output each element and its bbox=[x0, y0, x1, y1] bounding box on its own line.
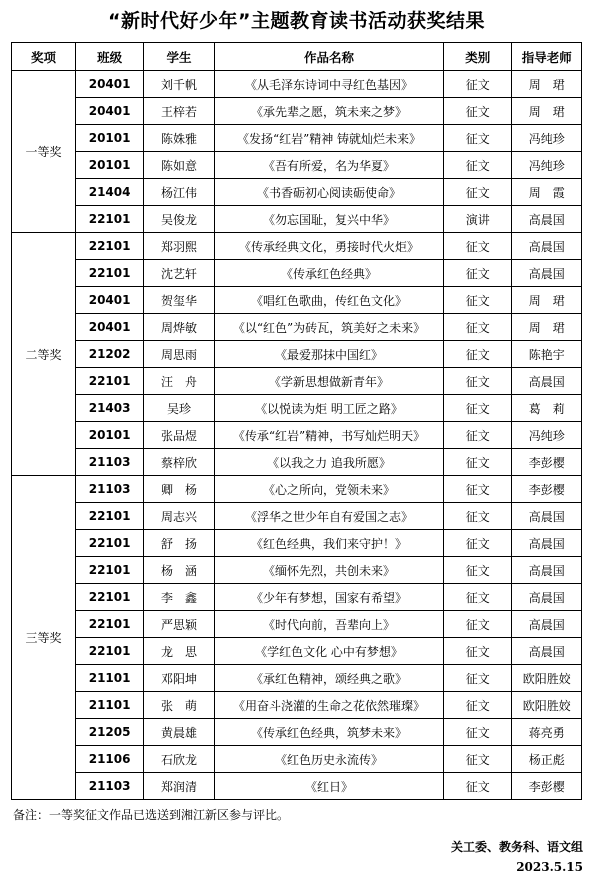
class-cell: 21403 bbox=[75, 395, 143, 422]
work-title-cell: 《学红色文化 心中有梦想》 bbox=[214, 638, 443, 665]
category-cell: 征文 bbox=[444, 422, 512, 449]
work-title-cell: 《时代向前，吾辈向上》 bbox=[214, 611, 443, 638]
teacher-cell: 欧阳胜姣 bbox=[512, 692, 582, 719]
table-row bbox=[12, 476, 582, 503]
student-cell: 王梓若 bbox=[144, 98, 215, 125]
category-cell: 征文 bbox=[444, 638, 512, 665]
teacher-cell: 李彭樱 bbox=[512, 773, 582, 800]
work-title-cell: 《勿忘国耻，复兴中华》 bbox=[214, 206, 443, 233]
work-title-cell: 《心之所向，党领未来》 bbox=[214, 476, 443, 503]
student-cell: 李 鑫 bbox=[144, 584, 215, 611]
work-title-cell: 《用奋斗浇灌的生命之花依然璀璨》 bbox=[214, 692, 443, 719]
category-cell: 征文 bbox=[444, 773, 512, 800]
category-cell: 征文 bbox=[444, 719, 512, 746]
teacher-cell: 高晨国 bbox=[512, 503, 582, 530]
table-row bbox=[12, 665, 582, 692]
table-row bbox=[12, 638, 582, 665]
table-body bbox=[12, 71, 582, 800]
category-cell: 征文 bbox=[444, 530, 512, 557]
teacher-cell: 李彭樱 bbox=[512, 476, 582, 503]
category-cell: 征文 bbox=[444, 611, 512, 638]
student-cell: 周志兴 bbox=[144, 503, 215, 530]
table-row bbox=[12, 125, 582, 152]
class-cell: 22101 bbox=[75, 503, 143, 530]
work-title-cell: 《唱红色歌曲，传红色文化》 bbox=[214, 287, 443, 314]
table-row bbox=[12, 287, 582, 314]
student-cell: 周烨敏 bbox=[144, 314, 215, 341]
footnote: 备注：一等奖征文作品已选送到湘江新区参与评比。 bbox=[13, 808, 290, 822]
award-level-cell: 一等奖 bbox=[12, 71, 76, 233]
teacher-cell: 冯纯珍 bbox=[512, 422, 582, 449]
class-cell: 21106 bbox=[75, 746, 143, 773]
table-row bbox=[12, 557, 582, 584]
work-title-cell: 《浮华之世少年自有爱国之志》 bbox=[214, 503, 443, 530]
class-cell: 21101 bbox=[75, 692, 143, 719]
category-cell: 征文 bbox=[444, 395, 512, 422]
category-cell: 征文 bbox=[444, 341, 512, 368]
teacher-cell: 高晨国 bbox=[512, 638, 582, 665]
class-cell: 20401 bbox=[75, 314, 143, 341]
teacher-cell: 高晨国 bbox=[512, 611, 582, 638]
category-cell: 征文 bbox=[444, 152, 512, 179]
teacher-cell: 陈艳宇 bbox=[512, 341, 582, 368]
class-cell: 21103 bbox=[75, 773, 143, 800]
student-cell: 蔡梓欣 bbox=[144, 449, 215, 476]
teacher-cell: 高晨国 bbox=[512, 206, 582, 233]
class-cell: 22101 bbox=[75, 206, 143, 233]
category-cell: 演讲 bbox=[444, 206, 512, 233]
student-cell: 郑羽熙 bbox=[144, 233, 215, 260]
student-cell: 舒 扬 bbox=[144, 530, 215, 557]
table-row bbox=[12, 314, 582, 341]
teacher-cell: 蒋亮勇 bbox=[512, 719, 582, 746]
class-cell: 22101 bbox=[75, 557, 143, 584]
category-cell: 征文 bbox=[444, 71, 512, 98]
work-title-cell: 《书香砺初心阅读砺使命》 bbox=[214, 179, 443, 206]
table-row bbox=[12, 422, 582, 449]
teacher-cell: 李彭樱 bbox=[512, 449, 582, 476]
work-title-cell: 《承红色精神，颂经典之歌》 bbox=[214, 665, 443, 692]
teacher-cell: 高晨国 bbox=[512, 260, 582, 287]
category-cell: 征文 bbox=[444, 557, 512, 584]
work-title-cell: 《学新思想做新青年》 bbox=[214, 368, 443, 395]
table-row bbox=[12, 98, 582, 125]
table-row bbox=[12, 449, 582, 476]
category-cell: 征文 bbox=[444, 233, 512, 260]
category-cell: 征文 bbox=[444, 476, 512, 503]
class-cell: 22101 bbox=[75, 611, 143, 638]
student-cell: 黄晨雄 bbox=[144, 719, 215, 746]
work-title-cell: 《以悦读为炬 明工匠之路》 bbox=[214, 395, 443, 422]
student-cell: 周思雨 bbox=[144, 341, 215, 368]
student-cell: 石欣龙 bbox=[144, 746, 215, 773]
student-cell: 吴俊龙 bbox=[144, 206, 215, 233]
student-cell: 杨江伟 bbox=[144, 179, 215, 206]
category-cell: 征文 bbox=[444, 449, 512, 476]
work-title-cell: 《传承红色经典，筑梦未来》 bbox=[214, 719, 443, 746]
class-cell: 20401 bbox=[75, 98, 143, 125]
category-cell: 征文 bbox=[444, 692, 512, 719]
class-cell: 22101 bbox=[75, 638, 143, 665]
class-cell: 20101 bbox=[75, 125, 143, 152]
teacher-cell: 周 珺 bbox=[512, 314, 582, 341]
table-row bbox=[12, 719, 582, 746]
teacher-cell: 高晨国 bbox=[512, 584, 582, 611]
header-student: 学生 bbox=[144, 43, 215, 71]
class-cell: 21103 bbox=[75, 476, 143, 503]
table-row bbox=[12, 773, 582, 800]
class-cell: 20401 bbox=[75, 71, 143, 98]
header-award: 奖项 bbox=[12, 43, 76, 71]
publish-date: 2023.5.15 bbox=[516, 860, 583, 874]
table-row bbox=[12, 152, 582, 179]
student-cell: 严思颖 bbox=[144, 611, 215, 638]
teacher-cell: 高晨国 bbox=[512, 530, 582, 557]
teacher-cell: 周 霞 bbox=[512, 179, 582, 206]
teacher-cell: 欧阳胜姣 bbox=[512, 665, 582, 692]
category-cell: 征文 bbox=[444, 368, 512, 395]
teacher-cell: 冯纯珍 bbox=[512, 152, 582, 179]
student-cell: 张 萌 bbox=[144, 692, 215, 719]
student-cell: 贺玺华 bbox=[144, 287, 215, 314]
work-title-cell: 《以“红色”为砖瓦，筑美好之未来》 bbox=[214, 314, 443, 341]
work-title-cell: 《红色经典，我们来守护！》 bbox=[214, 530, 443, 557]
student-cell: 龙 思 bbox=[144, 638, 215, 665]
class-cell: 20101 bbox=[75, 422, 143, 449]
class-cell: 20101 bbox=[75, 152, 143, 179]
teacher-cell: 高晨国 bbox=[512, 368, 582, 395]
student-cell: 邓阳坤 bbox=[144, 665, 215, 692]
work-title-cell: 《吾有所爱，名为华夏》 bbox=[214, 152, 443, 179]
category-cell: 征文 bbox=[444, 746, 512, 773]
class-cell: 21101 bbox=[75, 665, 143, 692]
teacher-cell: 高晨国 bbox=[512, 233, 582, 260]
student-cell: 吴珍 bbox=[144, 395, 215, 422]
student-cell: 陈姝雅 bbox=[144, 125, 215, 152]
student-cell: 杨 涵 bbox=[144, 557, 215, 584]
class-cell: 22101 bbox=[75, 584, 143, 611]
student-cell: 汪 舟 bbox=[144, 368, 215, 395]
awards-table bbox=[11, 42, 582, 800]
table-row bbox=[12, 368, 582, 395]
work-title-cell: 《发扬“红岩”精神 铸就灿烂未来》 bbox=[214, 125, 443, 152]
table-row bbox=[12, 71, 582, 98]
teacher-cell: 葛 莉 bbox=[512, 395, 582, 422]
teacher-cell: 冯纯珍 bbox=[512, 125, 582, 152]
organizer: 关工委、教务科、语文组 bbox=[450, 840, 583, 854]
table-header-row bbox=[12, 43, 582, 71]
table-row bbox=[12, 692, 582, 719]
student-cell: 陈如意 bbox=[144, 152, 215, 179]
table-row bbox=[12, 746, 582, 773]
work-title-cell: 《缅怀先烈，共创未来》 bbox=[214, 557, 443, 584]
table-row bbox=[12, 260, 582, 287]
header-category: 类别 bbox=[444, 43, 512, 71]
category-cell: 征文 bbox=[444, 584, 512, 611]
table-row bbox=[12, 179, 582, 206]
table-row bbox=[12, 341, 582, 368]
category-cell: 征文 bbox=[444, 665, 512, 692]
student-cell: 刘千帆 bbox=[144, 71, 215, 98]
student-cell: 张品煜 bbox=[144, 422, 215, 449]
work-title-cell: 《传承红色经典》 bbox=[214, 260, 443, 287]
table-row bbox=[12, 233, 582, 260]
category-cell: 征文 bbox=[444, 314, 512, 341]
work-title-cell: 《承先辈之愿，筑未来之梦》 bbox=[214, 98, 443, 125]
category-cell: 征文 bbox=[444, 179, 512, 206]
class-cell: 22101 bbox=[75, 530, 143, 557]
table-row bbox=[12, 530, 582, 557]
class-cell: 21103 bbox=[75, 449, 143, 476]
category-cell: 征文 bbox=[444, 503, 512, 530]
teacher-cell: 周 珺 bbox=[512, 98, 582, 125]
header-class: 班级 bbox=[75, 43, 143, 71]
class-cell: 22101 bbox=[75, 233, 143, 260]
teacher-cell: 高晨国 bbox=[512, 557, 582, 584]
table-row bbox=[12, 611, 582, 638]
teacher-cell: 周 珺 bbox=[512, 287, 582, 314]
award-level-cell: 二等奖 bbox=[12, 233, 76, 476]
work-title-cell: 《以我之力 追我所愿》 bbox=[214, 449, 443, 476]
work-title-cell: 《最爱那抹中国红》 bbox=[214, 341, 443, 368]
class-cell: 22101 bbox=[75, 368, 143, 395]
category-cell: 征文 bbox=[444, 260, 512, 287]
work-title-cell: 《从毛泽东诗词中寻红色基因》 bbox=[214, 71, 443, 98]
class-cell: 21404 bbox=[75, 179, 143, 206]
student-cell: 郑润清 bbox=[144, 773, 215, 800]
class-cell: 20401 bbox=[75, 287, 143, 314]
table-row bbox=[12, 584, 582, 611]
category-cell: 征文 bbox=[444, 287, 512, 314]
student-cell: 沈艺轩 bbox=[144, 260, 215, 287]
award-level-cell: 三等奖 bbox=[12, 476, 76, 800]
table-row bbox=[12, 395, 582, 422]
header-teacher: 指导老师 bbox=[512, 43, 582, 71]
page-title: “新时代好少年”主题教育读书活动获奖结果 bbox=[108, 10, 485, 32]
work-title-cell: 《传承经典文化，勇接时代火炬》 bbox=[214, 233, 443, 260]
work-title-cell: 《少年有梦想，国家有希望》 bbox=[214, 584, 443, 611]
work-title-cell: 《红日》 bbox=[214, 773, 443, 800]
table-row bbox=[12, 206, 582, 233]
category-cell: 征文 bbox=[444, 98, 512, 125]
header-work-title: 作品名称 bbox=[214, 43, 443, 71]
table-row bbox=[12, 503, 582, 530]
class-cell: 22101 bbox=[75, 260, 143, 287]
work-title-cell: 《传承“红岩”精神，书写灿烂明天》 bbox=[214, 422, 443, 449]
teacher-cell: 杨正彪 bbox=[512, 746, 582, 773]
teacher-cell: 周 珺 bbox=[512, 71, 582, 98]
work-title-cell: 《红色历史永流传》 bbox=[214, 746, 443, 773]
student-cell: 卿 杨 bbox=[144, 476, 215, 503]
class-cell: 21205 bbox=[75, 719, 143, 746]
category-cell: 征文 bbox=[444, 125, 512, 152]
class-cell: 21202 bbox=[75, 341, 143, 368]
